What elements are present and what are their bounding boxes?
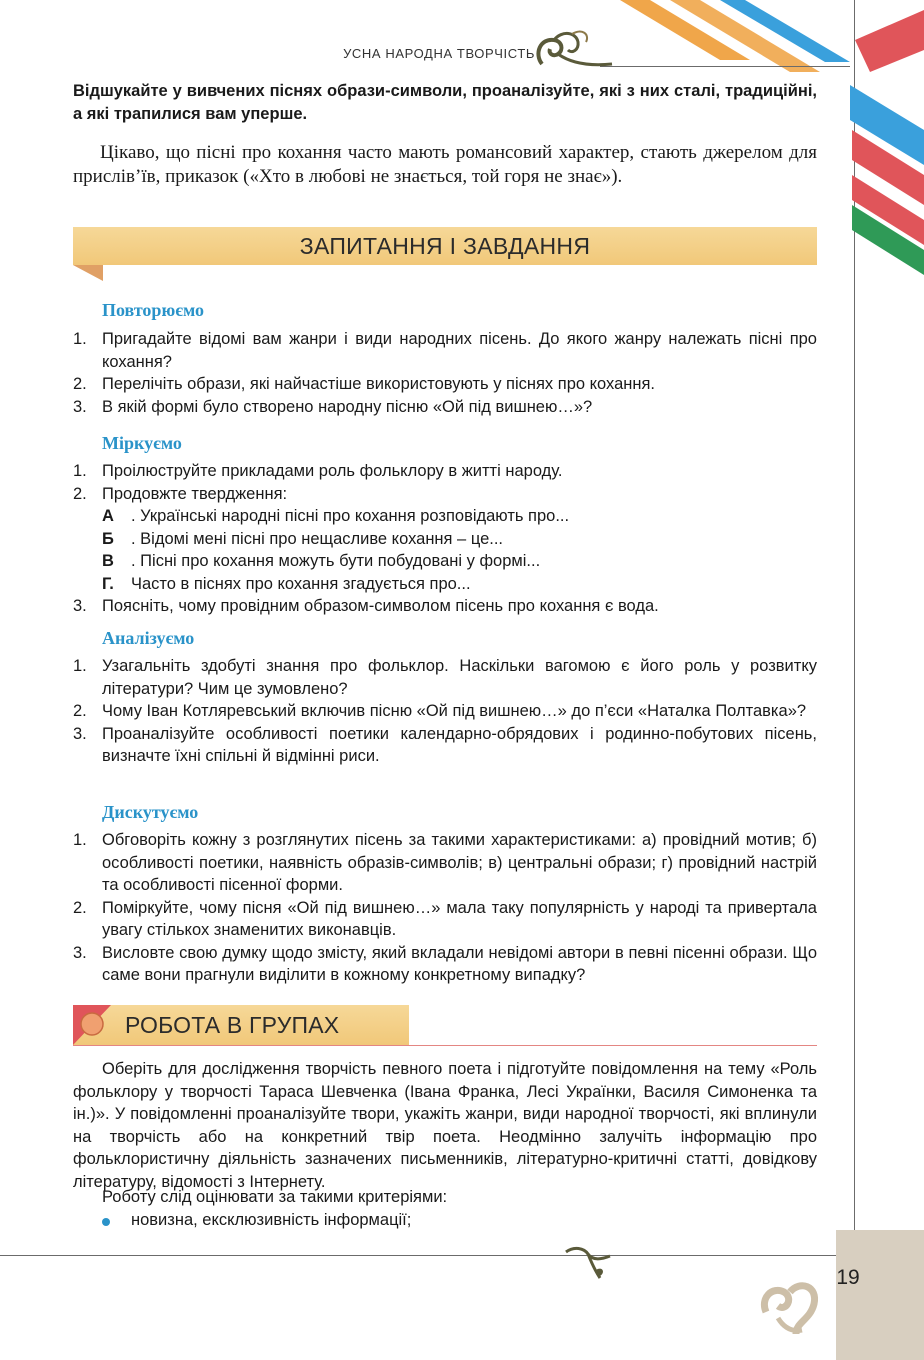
corner-block xyxy=(836,1230,924,1360)
page-number: 19 xyxy=(836,1266,860,1289)
group-corner-icon xyxy=(73,1005,113,1045)
banner-fold xyxy=(73,265,103,281)
flourish-divider-icon xyxy=(562,1244,622,1284)
subhead-repeat: Повторюємо xyxy=(102,300,204,320)
statement-list xyxy=(102,505,817,595)
statement-item: В . Пісні про кохання можуть бути побудовані у формі... xyxy=(102,552,541,570)
list-item: 2. Чому Іван Котляревський включив пісню «Ой під вишнею…» до п’єси «Наталка Полтавка»? xyxy=(73,702,807,720)
decorative-glyph-icon xyxy=(756,1272,828,1342)
questions-title: ЗАПИТАННЯ І ЗАВДАННЯ xyxy=(299,233,591,259)
intro-paragraph: Цікаво, що пісні про кохання часто мають романсовий характер, стають джерелом для прислів’їв, приказок («Хто в любові не знається, той горя не знає»). xyxy=(73,142,817,187)
list-reflect xyxy=(73,460,817,618)
statement-item: Б . Відомі мені пісні про нещасливе кохання – це... xyxy=(102,529,504,548)
list-item: 1. Обговоріть кожну з розглянутих пісень за такими характеристиками: а) провідний мотив; б) особливості поетики, наявність образів-символів; в) центральні образи; г) провідний настрій та особливості пісенної форми. xyxy=(73,831,817,894)
criteria-item: новизна, ексклюзивність інформації; xyxy=(131,1211,412,1229)
statement-item: А . Українські народні пісні про кохання розповідають про... xyxy=(102,507,570,525)
list-item: 2. Перелічіть образи, які найчастіше використовують у піснях про кохання. xyxy=(73,375,656,393)
list-item: 1. Пригадайте відомі вам жанри і види народних пісень. До якого жанру належать пісні про кохання? xyxy=(73,330,817,371)
subhead-analyze: Аналізуємо xyxy=(102,628,195,648)
list-discuss xyxy=(73,829,817,987)
subhead-reflect: Міркуємо xyxy=(102,433,182,453)
list-item: 1. Узагальніть здобуті знання про фольклор. Наскільки вагомою є його роль у розвитку літератури? Чим це зумовлено? xyxy=(73,657,817,698)
header-rule xyxy=(600,66,850,67)
list-item: 2. Продовжте твердження: А . Українські народні пісні про кохання розповідають про... Б . Відомі мені пісні про нещасливе кохання – це... В . Пісні про кохання можуть бути побудовані у формі... Г. Часто в піснях про кохання згадується про... xyxy=(73,483,817,596)
group-work-title: РОБОТА В ГРУПАХ xyxy=(125,1012,340,1038)
list-item: 3. В якій формі було створено народну пісню «Ой під вишнею…»? xyxy=(73,397,593,416)
flourish-ornament-icon xyxy=(532,28,622,74)
list-item: 3. Висловте свою думку щодо змісту, який вкладали невідомі автори в певні пісенні образи. Що саме вони прагнули виділити в кожному конкретному випадку? xyxy=(73,943,817,984)
list-item: 3. Поясніть, чому провідним образом-символом пісень про кохання є вода. xyxy=(73,597,659,615)
group-work-rule xyxy=(73,1045,817,1046)
list-item: 1. Проілюструйте прикладами роль фольклору в житті народу. xyxy=(73,462,563,480)
bullet-icon xyxy=(102,1218,110,1226)
list-item: 3. Проаналізуйте особливості поетики календарно-обрядових і родинно-побутових пісень, визначте їхні спільні й відмінні риси. xyxy=(73,724,817,765)
running-title: УСНА НАРОДНА ТВОРЧІСТЬ xyxy=(343,46,535,61)
list-item: 2. Поміркуйте, чому пісня «Ой під вишнею…» мала таку популярність у народі та привертала увагу стількох знаменитих виконавців. xyxy=(73,898,817,939)
criteria-intro: Роботу слід оцінювати за такими критеріями: xyxy=(102,1188,448,1206)
group-work-paragraph: Оберіть для дослідження творчість певного поета і підготуйте повідомлення на тему «Роль фольклору у творчості Тараса Шевченка (Івана Франка, Лесі Українки, Василя Симоненка та ін.)». У повідомленні проаналізуйте твори, укажіть жанри, види народної творчості, які вплинули на творчість або на конкретний твір поета. Неодмінно залучіть інформацію про фольклористичну діяльність зазначених письменників, літературно-критичні статті, довідкову літературу, відомості з Інтернету. xyxy=(73,1060,817,1191)
statement-item: Г. Часто в піснях про кохання згадується про... xyxy=(102,574,471,593)
subhead-discuss: Дискутуємо xyxy=(102,802,199,822)
list-analyze xyxy=(73,655,817,768)
intro-task: Відшукайте у вивчених піснях образи-символи, проаналізуйте, які з них сталі, традиційні, а які трапилися вам уперше. xyxy=(73,82,817,123)
list-repeat xyxy=(73,328,817,418)
